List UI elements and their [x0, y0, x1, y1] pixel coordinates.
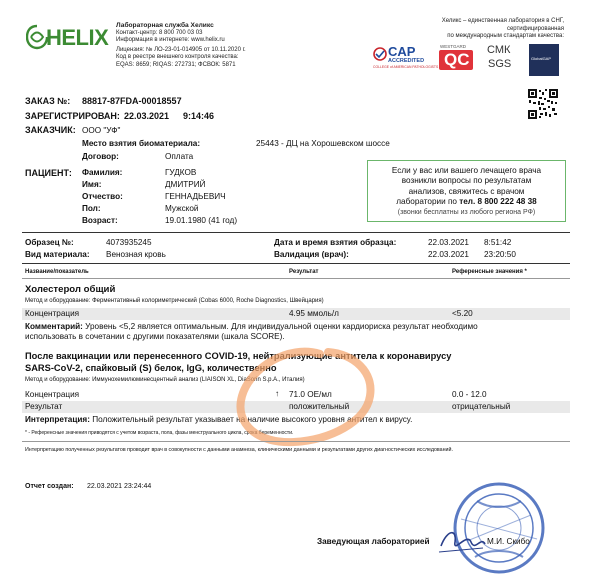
- issued-datetime: 22.03.2021 23:24:44: [87, 483, 152, 490]
- divider-table-header: [22, 278, 570, 279]
- test1-result: 4.95 ммоль/л: [289, 309, 339, 318]
- age: 19.01.1980 (41 год): [165, 216, 238, 225]
- helix-emblem-icon: [26, 24, 48, 50]
- notice-line-5: (звонки бесплатны из любого региона РФ): [397, 208, 536, 216]
- divider-footnote: [22, 441, 570, 442]
- sample-number: 4073935245: [106, 238, 152, 247]
- test2-interp-label: Интерпретация:: [25, 415, 90, 424]
- eqas-codes: EQAS: 8659; RIQAS: 272731; ФСВОК: 5871: [116, 61, 236, 68]
- contract-label: Договор:: [82, 152, 119, 161]
- cap-accredited-logo: [373, 44, 439, 76]
- validation-date: 22.03.2021: [428, 250, 469, 259]
- test2-method: Метод и оборудование: Иммунохемилюминесцентный анализ (LIAISON XL, DiaSorin S.p.A., Италия): [25, 377, 305, 383]
- notice-line-1: Если у вас или вашего лечащего врача: [391, 166, 542, 175]
- highlight-circle-mark: [228, 342, 378, 450]
- cap-sub: ACCREDITED: [388, 58, 425, 64]
- registered-label: ЗАРЕГИСТРИРОВАН:: [25, 111, 120, 121]
- cmk-text: СМК: [487, 44, 511, 56]
- claim-line-1: Хеликс – единственная лаборатория в СНГ, сертифицированная: [441, 18, 564, 32]
- datetime-time: 8:51:42: [484, 238, 512, 247]
- test1-comment-line-2: использовать в сочетании с другими показателями (шкала SCORE).: [25, 332, 285, 341]
- test2-title-line-2: SARS-CoV-2, спайковый (S) белок, IgG, количественно: [25, 363, 277, 373]
- helix-logo: [26, 22, 112, 52]
- cmk-sgs-logo: [486, 44, 512, 78]
- surname: ГУДКОВ: [165, 168, 197, 177]
- order-label: ЗАКАЗ №:: [25, 96, 71, 106]
- sample-label: Образец №:: [25, 238, 74, 247]
- name-label: Имя:: [82, 180, 102, 189]
- notice-phone[interactable]: тел. 8 800 222 48 38: [459, 197, 537, 207]
- notice-line-2: возникли вопросы по результатам: [401, 176, 532, 186]
- qr-code-icon: [528, 89, 558, 119]
- material-label: Вид материала:: [25, 250, 90, 259]
- customer: ООО "УФ": [82, 126, 121, 135]
- notice-line-4-text: лаборатории по: [396, 197, 460, 207]
- quality-registry: Код в реестре внешнего контроля качества:: [116, 54, 239, 61]
- qc-text: QC: [444, 50, 470, 69]
- test1-method: Метод и оборудование: Ферментативный колориметрический (Cobas 6000, Roche Diagnostics, Швейцария): [25, 298, 324, 304]
- test1-comment-line-1: [25, 322, 478, 332]
- westgard-text: WESTGARD: [440, 44, 467, 49]
- divider-sample-bottom: [22, 263, 570, 264]
- validation-time: 23:20:50: [484, 250, 516, 259]
- col-header-ref-text: Референсные значения: [452, 269, 523, 275]
- issued-label: Отчет создан:: [25, 483, 74, 490]
- age-label: Возраст:: [82, 216, 118, 225]
- test1-comment-label: Комментарий:: [25, 322, 83, 331]
- sex: Мужской: [165, 204, 199, 213]
- material: Венозная кровь: [106, 250, 166, 259]
- test1-comment-text: Уровень <5,2 является оптимальным. Для индивидуальной оценки кардиориска результат необходимо: [82, 322, 478, 331]
- test2-ref-2: отрицательный: [452, 402, 511, 411]
- footnote: * - Референсные значения приводятся с учетом возраста, пола, фазы менструального цикла, срока беременности.: [25, 430, 294, 436]
- patronymic-label: Отчество:: [82, 192, 123, 201]
- test1-param: Концентрация: [25, 309, 80, 318]
- datetime-label: Дата и время взятия образца:: [274, 238, 397, 247]
- test2-param-1: Концентрация: [25, 390, 80, 399]
- registered-date: 22.03.2021: [124, 111, 170, 121]
- first-name: ДМИТРИЙ: [165, 180, 206, 189]
- contact-center: Контакт-центр: 8 800 700 03 03: [116, 29, 203, 36]
- test2-title-line-1: После вакцинации или перенесенного COVID-19, нейтрализующие антитела к коронавирусу: [25, 351, 452, 361]
- registered-time: 9:14:46: [183, 111, 215, 121]
- lab-name: Лабораторная служба Хеликс: [116, 22, 214, 29]
- sex-label: Пол:: [82, 204, 101, 213]
- customer-label: ЗАКАЗЧИК:: [25, 125, 76, 135]
- test1-title: Холестерол общий: [25, 284, 116, 295]
- license: Лицензия: № ЛО-23-01-014905 от 10.11.2020 г.: [116, 46, 246, 53]
- validation-label: Валидация (врач):: [274, 250, 349, 259]
- contract: Оплата: [165, 152, 194, 161]
- website: Информация в интернете: www.helix.ru: [116, 37, 225, 44]
- surname-label: Фамилия:: [82, 168, 123, 177]
- test2-interp-text: Положительный результат указывает на наличие высокого уровня антител к вирусу.: [89, 415, 413, 424]
- cap-text: CAP: [388, 44, 416, 59]
- signature-scribble: [437, 524, 487, 558]
- cap-small: COLLEGE of AMERICAN PATHOLOGISTS: [373, 65, 439, 69]
- test2-param-2: Результат: [25, 402, 63, 411]
- test1-ref: <5.20: [452, 309, 473, 318]
- col-header-ref-mark: *: [524, 269, 527, 275]
- test2-ref-1: 0.0 - 12.0: [452, 390, 487, 399]
- cap-emblem-icon: [373, 47, 387, 61]
- place-label: Место взятия биоматериала:: [82, 139, 201, 148]
- high-value-arrow-icon: ↑: [275, 389, 280, 398]
- westgard-qc-logo: [437, 44, 475, 76]
- notice-line-4: [368, 197, 565, 207]
- sgs-text: SGS: [488, 58, 512, 70]
- global-logo: [529, 44, 559, 76]
- claim-line-2: по международным стандартам качества:: [447, 33, 564, 40]
- test2-result-1: 71.0 ОЕ/мл: [289, 390, 332, 399]
- col-header-ref: [452, 269, 527, 277]
- lab-info: [116, 22, 246, 70]
- disclaimer: Интерпретацию полученных результатов проводит врач в совокупности с данными анамнеза, клиническими данными и результатами других диагностических исследований.: [25, 447, 453, 453]
- global-text: GlobalGAP: [531, 56, 552, 61]
- divider-sample-top: [22, 232, 570, 233]
- test2-result-2: положительный: [289, 402, 350, 411]
- certification-claim: [383, 18, 564, 41]
- patronymic: ГЕННАДЬЕВИЧ: [165, 192, 226, 201]
- notice-line-3: анализов, свяжитесь с врачом: [408, 186, 525, 196]
- signature-name: М.И. Скибо: [487, 537, 530, 546]
- patient-label: ПАЦИЕНТ:: [25, 168, 72, 178]
- signature-label: Заведующая лабораторией: [317, 537, 430, 546]
- col-header-result: Результат: [289, 269, 319, 275]
- datetime-date: 22.03.2021: [428, 238, 469, 247]
- logo-text: HELIX: [46, 25, 109, 50]
- col-header-name: Название/показатель: [25, 269, 89, 275]
- order-number: 88817-87FDA-00018557: [82, 96, 182, 106]
- place: 25443 - ДЦ на Хорошевском шоссе: [256, 139, 390, 148]
- doctor-contact-notice: [367, 160, 566, 222]
